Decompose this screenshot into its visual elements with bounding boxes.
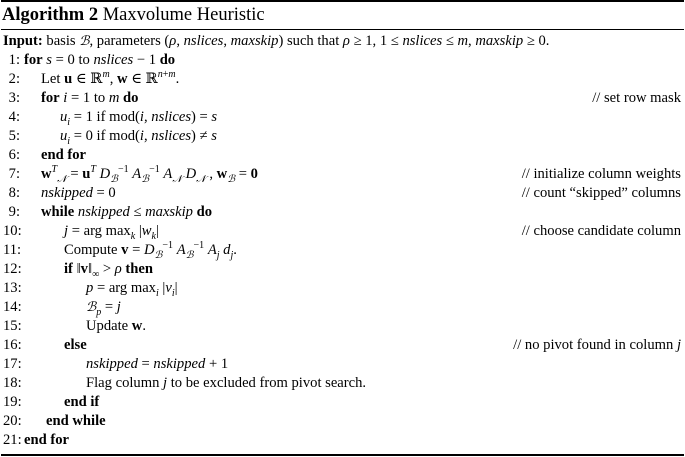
line-number: 6:: [8, 147, 20, 163]
title-rule: [1, 29, 684, 30]
line-number: 14:: [3, 299, 22, 315]
algorithm-line: [0, 317, 685, 336]
input-line: [0, 32, 685, 51]
top-rule: [1, 0, 684, 2]
line-number: 19:: [3, 394, 22, 410]
algorithm-line: [0, 374, 685, 393]
algorithm-line: [0, 127, 685, 146]
line-code: if $‖v‖_\infty > \rho$ then: [64, 261, 153, 280]
algorithm-label: Algorithm 2: [2, 5, 99, 25]
algorithm-line: [0, 355, 685, 374]
line-code: Let u ∈ ℝ$^m$, w ∈ ℝ$^{n+m}$.: [41, 69, 180, 87]
line-number: 8:: [8, 185, 20, 201]
algorithm-line: [0, 146, 685, 165]
line-code: $u_i = 0$ if mod(i, nslices) ≠ s: [60, 128, 217, 147]
line-code: $u_i = 1$ if mod(i, nslices) = s: [60, 109, 218, 128]
line-number: 7:: [8, 166, 20, 182]
algorithm-line: [0, 412, 685, 431]
line-number: 4:: [8, 109, 20, 125]
line-number: 11:: [3, 242, 22, 258]
bottom-rule: [1, 454, 684, 456]
algorithm-line: [0, 89, 685, 108]
line-number: 15:: [3, 318, 22, 334]
line-comment: // choose candidate column: [521, 223, 681, 239]
line-number: 13:: [3, 280, 22, 296]
line-code: while nskipped ≤ maxskip do: [41, 204, 213, 220]
line-code: Compute $v = D_ℬ^{-1}$ $A_ℬ^{-1}$ $A_j$ $d_j$.: [64, 240, 237, 261]
line-code: for s = 0 to nslices − 1 do: [24, 52, 176, 68]
line-number: 5:: [8, 128, 20, 144]
line-code: nskipped = nskipped + 1: [86, 356, 229, 372]
algorithm-line: [0, 279, 685, 298]
line-code: ℬ$_p$ = j: [86, 299, 121, 318]
algorithm-line: [0, 393, 685, 412]
algorithm-line: [0, 70, 685, 89]
algorithm-line: [0, 260, 685, 279]
algorithm-line: [0, 431, 685, 450]
line-number: 9:: [8, 204, 20, 220]
line-number: 1:: [8, 52, 20, 68]
line-code: Flag column j to be excluded from pivot search.: [86, 375, 367, 391]
line-comment: // set row mask: [592, 90, 681, 106]
algorithm-line: [0, 165, 685, 184]
line-comment: // initialize column weights: [521, 166, 681, 182]
line-number: 18:: [3, 375, 22, 391]
line-comment: // count “skipped” columns: [521, 185, 681, 201]
algorithm-line: [0, 51, 685, 70]
line-code: $w^T_𝒩 = u^T$ $D_ℬ^{-1}$ $A_ℬ^{-1}$ $A_𝒩$ $D_𝒩$ , $w_ℬ = 0$: [41, 164, 258, 185]
line-code: Update w.: [86, 318, 146, 334]
line-code: end if: [64, 394, 100, 410]
line-number: 12:: [3, 261, 22, 277]
algorithm-title: [2, 3, 265, 27]
line-number: 20:: [3, 413, 22, 429]
algorithm-name: Maxvolume Heuristic: [102, 5, 265, 25]
line-number: 3:: [8, 90, 20, 106]
line-number: 10:: [3, 223, 22, 239]
algorithm-line: [0, 222, 685, 241]
line-code: end for: [41, 147, 86, 163]
line-number: 17:: [3, 356, 22, 372]
input-content: Input: basis ℬ, parameters (ρ, nslices, maxskip) such that ρ ≥ 1, 1 ≤ nslices ≤ m, maxskip ≥ 0.: [3, 33, 550, 49]
line-code: end while: [46, 413, 106, 429]
line-number: 2:: [8, 71, 20, 87]
line-number: 21:: [3, 432, 22, 448]
line-comment: // no pivot found in column j: [513, 337, 681, 353]
line-code: nskipped = 0: [41, 185, 116, 201]
algorithm-line: [0, 108, 685, 127]
line-code: else: [64, 337, 87, 353]
line-code: for i = 1 to m do: [41, 90, 139, 106]
algorithm-line: [0, 298, 685, 317]
line-code: j = arg $\max_k |w_k|$: [64, 223, 159, 242]
line-code: p = arg $\max_i |v_i|$: [86, 280, 178, 299]
algorithm-line: [0, 336, 685, 355]
algorithm-line: [0, 184, 685, 203]
algorithm-line: [0, 241, 685, 260]
algorithm-line: [0, 203, 685, 222]
line-code: end for: [24, 432, 69, 448]
input-label: Input:: [3, 33, 43, 49]
line-number: 16:: [3, 337, 22, 353]
